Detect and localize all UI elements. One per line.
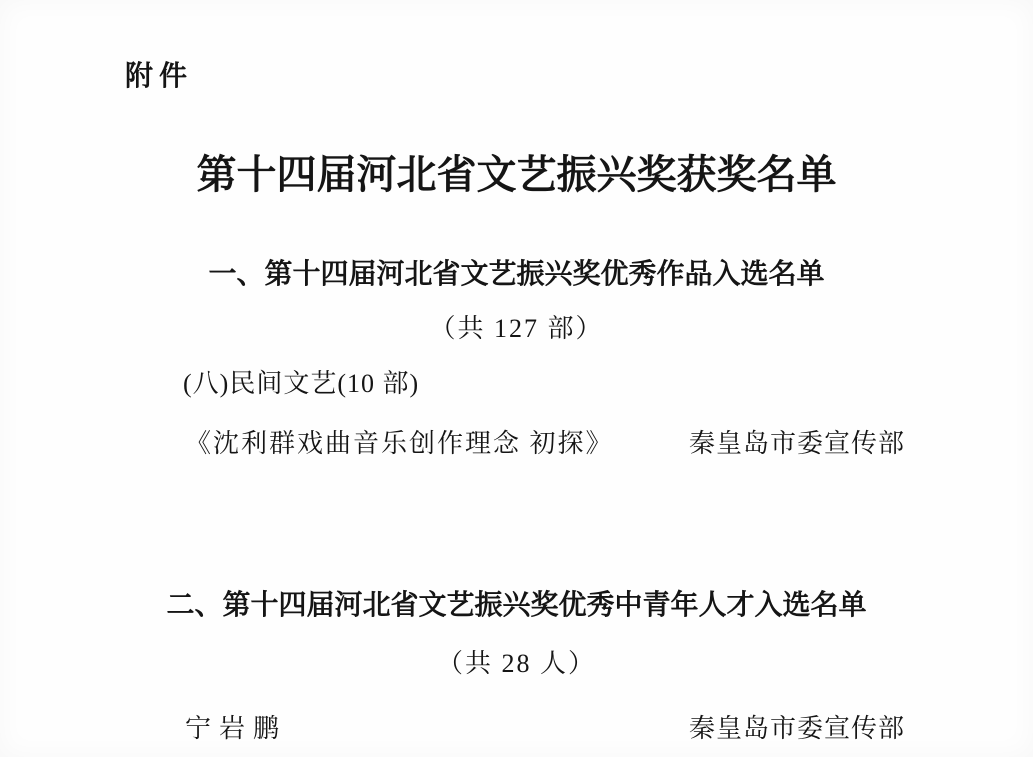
document-title: 第十四届河北省文艺振兴奖获奖名单 [196,152,837,197]
entry-row [185,423,905,460]
section-1-count-note: （共 127 部） [429,314,604,343]
work-title: 《沈利群戏曲音乐创作理念 初探》 [185,429,614,458]
entry-row [185,708,905,745]
organization-name: 秦皇岛市委宣传部 [688,714,905,743]
section-1-heading: 一、第十四届河北省文艺振兴奖优秀作品入选名单 [208,258,825,289]
attachment-label: 附件 [125,60,194,91]
section-2-heading: 二、第十四届河北省文艺振兴奖优秀中青年人才入选名单 [166,589,867,620]
person-name: 宁岩鹏 [185,714,288,743]
section-1-category: (八)民间文艺(10 部) [183,369,420,398]
section-2-count-note: （共 28 人） [436,649,596,678]
organization-name: 秦皇岛市委宣传部 [688,429,905,458]
